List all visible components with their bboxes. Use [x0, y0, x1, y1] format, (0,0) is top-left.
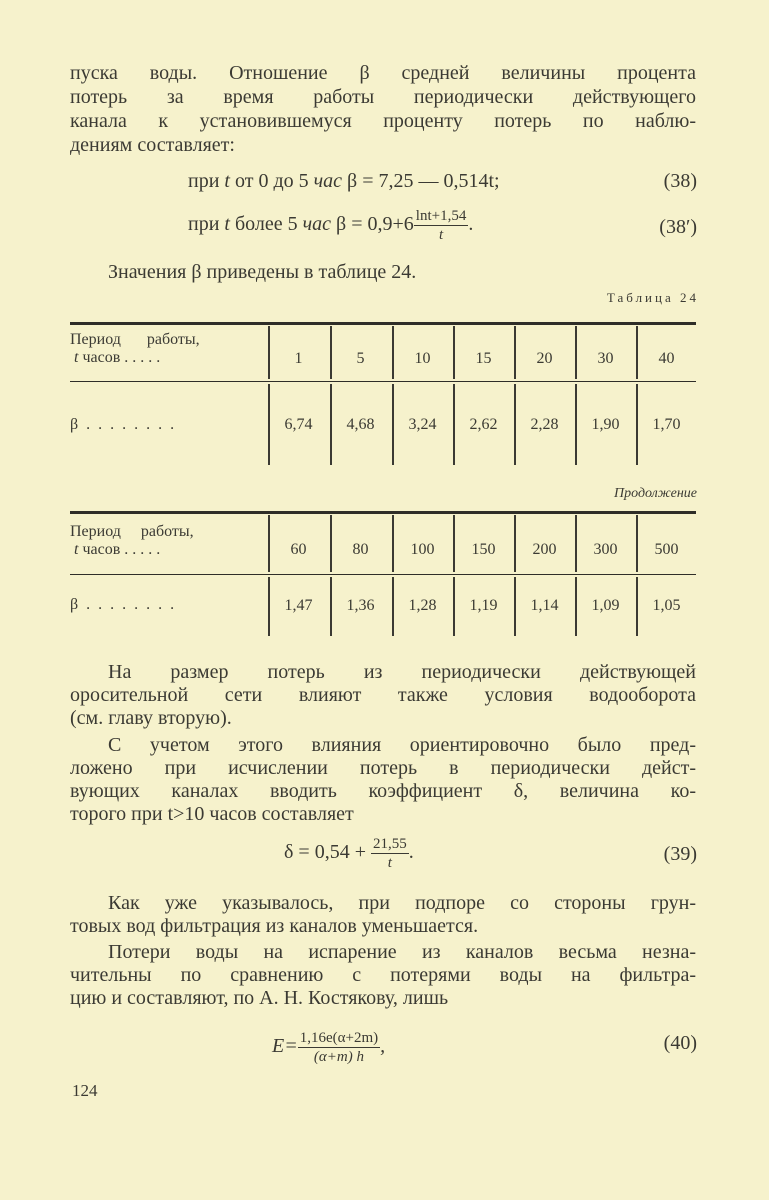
cell-t-hours: 30: [597, 350, 614, 367]
header-var: t: [74, 541, 79, 558]
eq-text: от 0 до 5: [234, 170, 309, 192]
header-line: часов . . . . .: [82, 541, 161, 558]
cell-t-hours: 500: [654, 541, 679, 558]
cell-t-hours: 200: [532, 541, 557, 558]
cell-t-hours: 150: [471, 541, 496, 558]
text-line: оросительной сети влияют также условия водооборота: [70, 684, 696, 706]
cell-t-hours: 15: [475, 350, 492, 367]
table-header-label: [70, 523, 194, 559]
cell-beta: 1,28: [408, 597, 437, 614]
text-line: торого при t>10 часов составляет: [70, 803, 354, 825]
cell-beta: 2,62: [469, 416, 498, 433]
cell-t-hours: 60: [290, 541, 307, 558]
table-caption: Таблица 24: [606, 290, 699, 305]
page-number: 124: [72, 1081, 98, 1100]
text-line: (см. главу вторую).: [70, 707, 232, 729]
numerator: 1,16e(α+2m): [299, 1029, 379, 1046]
cell-beta: 1,14: [530, 597, 559, 614]
eq-text: при: [188, 170, 220, 192]
text-line: Значения β приведены в таблице 24.: [108, 261, 417, 283]
denominator: t: [438, 226, 444, 243]
text-line: пуска воды. Отношение β средней величины процента: [70, 62, 696, 84]
text-line: Потери воды на испарение из каналов весьма незна-: [108, 941, 696, 963]
header-line: Период работы,: [70, 523, 194, 540]
cell-t-hours: 10: [414, 350, 431, 367]
cell-beta: 2,28: [530, 416, 559, 433]
cell-beta: 6,74: [284, 416, 313, 433]
text-line: канала к установившемуся проценту потерь по наблю-: [70, 110, 696, 132]
text-line: цию и составляют, по А. Н. Костякову, лишь: [70, 987, 449, 1009]
text-line: На размер потерь из периодически действующей: [108, 661, 696, 683]
numerator: 21,55: [372, 835, 407, 852]
row-label-beta: β . . . . . . . .: [70, 596, 175, 613]
header-var: t: [74, 349, 79, 366]
eq-punct: .: [468, 213, 474, 235]
denominator: t: [387, 854, 392, 871]
text-line: Как уже указывалось, при подпоре со стороны грун-: [108, 892, 696, 914]
equation-38: [188, 170, 500, 192]
fraction: [298, 1029, 380, 1066]
cell-beta: 1,70: [652, 416, 681, 433]
equation-number: (40): [663, 1032, 697, 1054]
cell-t-hours: 100: [410, 541, 435, 558]
text-line: дениям составляет:: [70, 134, 235, 156]
table-top-rule: [70, 511, 696, 514]
cell-beta: 1,05: [652, 597, 681, 614]
table-row-rule: [70, 381, 696, 382]
text-line: чительны по сравнению с потерями воды на фильтра-: [70, 964, 696, 986]
table-top-rule: [70, 322, 696, 325]
cell-beta: 1,90: [591, 416, 620, 433]
eq-var: t: [224, 170, 230, 192]
header-line: часов . . . . .: [82, 349, 161, 366]
eq-text: при: [188, 213, 220, 235]
row-label-beta: β . . . . . . . .: [70, 416, 175, 433]
fraction: [414, 207, 469, 244]
equation-38-prime: [188, 206, 473, 244]
numerator: lnt+1,54: [415, 207, 467, 224]
cell-t-hours: 300: [593, 541, 618, 558]
eq-var: t: [224, 213, 230, 235]
eq-formula: δ = 0,54 +: [284, 841, 366, 863]
eq-punct: ,: [380, 1035, 386, 1057]
text-line: вующих каналах вводить коэффициент δ, величина ко-: [70, 780, 696, 802]
text-line: С учетом этого влияния ориентировочно было пред-: [108, 734, 696, 756]
continuation-label: Продолжение: [614, 486, 697, 501]
eq-text: более 5: [234, 213, 298, 235]
cell-beta: 1,19: [469, 597, 498, 614]
equation-39: [284, 834, 414, 872]
cell-beta: 1,09: [591, 597, 620, 614]
cell-t-hours: 5: [356, 350, 365, 367]
eq-formula: β = 0,9+6: [336, 213, 414, 235]
eq-formula: β = 7,25 — 0,514t;: [347, 170, 500, 192]
text-line: ложено при исчислении потерь в периодически дейст-: [70, 757, 696, 779]
table-row-rule: [70, 574, 696, 575]
equation-number: (39): [663, 843, 697, 865]
denominator: (α+m) h: [313, 1048, 364, 1065]
fraction: [371, 835, 409, 872]
cell-t-hours: 20: [536, 350, 553, 367]
eq-punct: .: [408, 841, 414, 863]
equation-number: (38′): [659, 216, 697, 238]
eq-unit: час: [313, 170, 343, 192]
text-line: потерь за время работы периодически действующего: [70, 86, 696, 108]
equation-number: (38): [663, 170, 697, 192]
eq-formula: E=: [272, 1035, 298, 1057]
eq-unit: час: [302, 213, 332, 235]
header-line: Период работы,: [70, 331, 200, 348]
cell-t-hours: 1: [294, 350, 303, 367]
cell-t-hours: 80: [352, 541, 369, 558]
table-header-label: [70, 331, 200, 367]
cell-beta: 3,24: [408, 416, 437, 433]
cell-beta: 1,47: [284, 597, 313, 614]
cell-beta: 4,68: [346, 416, 375, 433]
cell-beta: 1,36: [346, 597, 375, 614]
equation-40: [272, 1026, 385, 1066]
text-line: товых вод фильтрация из каналов уменьшается.: [70, 915, 479, 937]
cell-t-hours: 40: [658, 350, 675, 367]
